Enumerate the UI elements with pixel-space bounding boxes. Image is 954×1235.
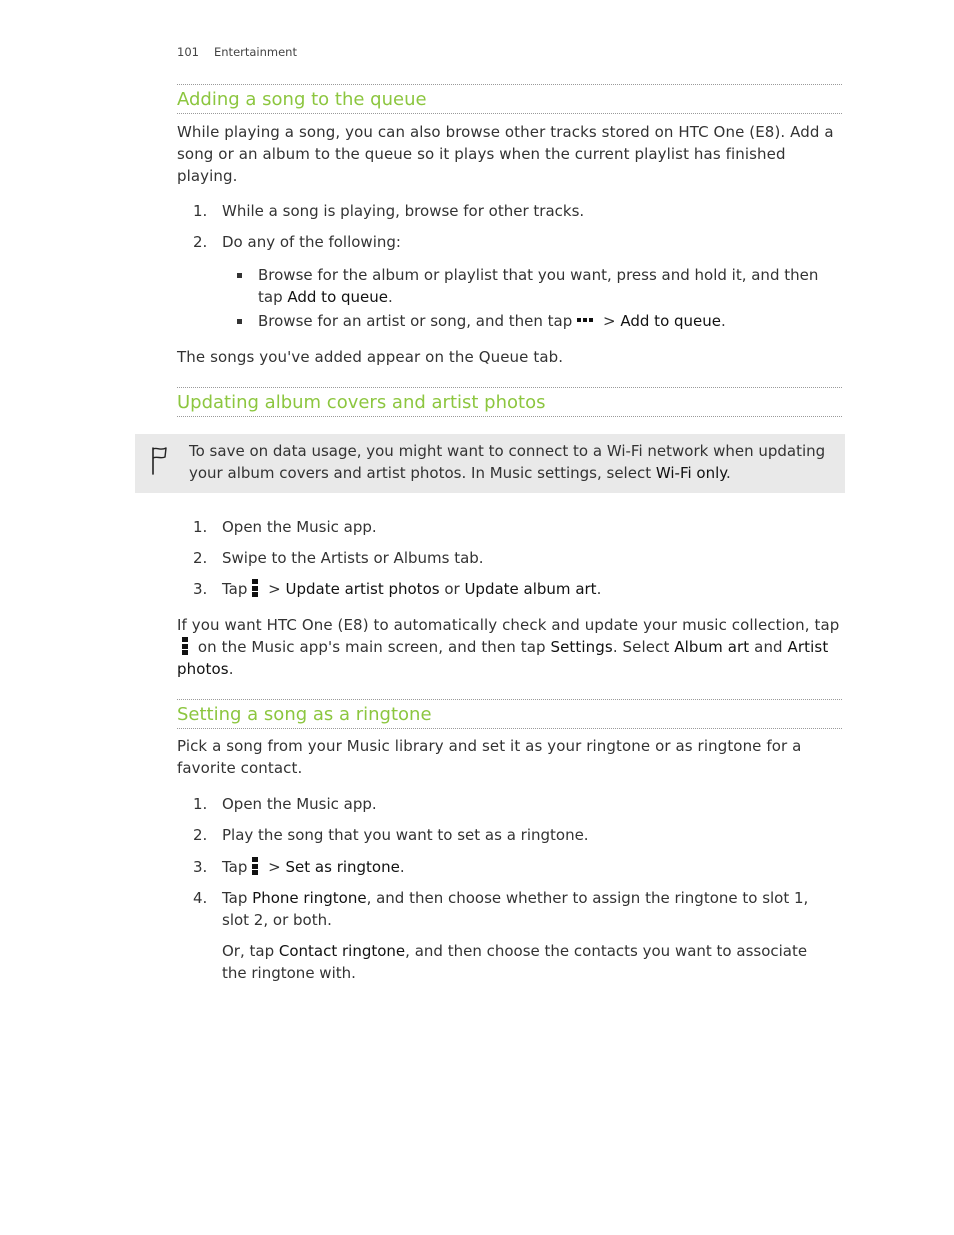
covers-outro [177, 614, 842, 680]
step-number: 3. [193, 580, 208, 598]
step-text-end: , and then choose whether to assign the ringtone to slot 1, slot 2, or both. [222, 889, 809, 929]
step-text: Open the Music app. [222, 795, 377, 813]
outro-text: If you want HTC One (E8) to automatically check and update your music collection, tap [177, 616, 840, 634]
note-box [135, 434, 845, 493]
separator: > [263, 858, 286, 876]
ringtone-intro: Pick a song from your Music library and set it as your ringtone or as ringtone for a favorite contact. [177, 737, 802, 777]
more-horizontal-icon [575, 317, 595, 323]
step-text-end: . [596, 580, 602, 598]
note-body: To save on data usage, you might want to connect to a Wi-Fi network when updating your album covers and artist photos. In Music settings, select [189, 442, 826, 482]
bullet-marker [237, 319, 242, 324]
step-number: 1. [193, 795, 208, 813]
step-text-end: . [399, 858, 405, 876]
separator: > [598, 312, 621, 330]
wifi-only-label: Wi-Fi only [655, 464, 727, 482]
settings-label: Settings [550, 638, 613, 656]
note-text [189, 440, 829, 484]
album-art-label: Album art [674, 638, 750, 656]
page-header [177, 45, 297, 59]
outro-text: . Select [612, 638, 675, 656]
page-number: 101 [177, 45, 199, 59]
update-artist-photos-label: Update artist photos [285, 580, 440, 598]
chapter-name: Entertainment [214, 45, 297, 59]
add-to-queue-label: Add to queue [287, 288, 389, 306]
step-number: 2. [193, 826, 208, 844]
more-vertical-icon [252, 579, 258, 597]
step-text: Play the song that you want to set as a ringtone. [222, 826, 589, 844]
bullet-text: Browse for an artist or song, and then tap [258, 312, 573, 330]
bullet-text-end: . [721, 312, 726, 330]
step-text-or: or [439, 580, 465, 598]
flag-icon [149, 446, 169, 476]
step-text: Do any of the following: [222, 233, 401, 251]
bullet-text-end: . [388, 288, 393, 306]
phone-ringtone-label: Phone ringtone [252, 889, 367, 907]
section-title-album-covers: Updating album covers and artist photos [177, 387, 842, 417]
queue-outro: The songs you've added appear on the Queue tab. [177, 348, 564, 366]
outro-text: on the Music app's main screen, and then tap [193, 638, 551, 656]
set-as-ringtone-label: Set as ringtone [285, 858, 400, 876]
step-text-end: , and then choose the contacts you want to associate the ringtone with. [222, 942, 808, 982]
section-title-queue: Adding a song to the queue [177, 84, 842, 114]
step-text: Swipe to the Artists or Albums tab. [222, 549, 484, 567]
step-text: Or, tap [222, 942, 279, 960]
ringtone-step-4 [193, 887, 833, 931]
more-vertical-icon [252, 857, 258, 875]
bullet-marker [237, 273, 242, 278]
step-text: Open the Music app. [222, 518, 377, 536]
outro-text: . [228, 660, 234, 678]
update-album-art-label: Update album art [464, 580, 597, 598]
step-text: Tap [222, 889, 253, 907]
step-number: 1. [193, 518, 208, 536]
note-end: . [726, 464, 731, 482]
outro-text: and [749, 638, 788, 656]
step-number: 3. [193, 858, 208, 876]
step-number: 2. [193, 549, 208, 567]
step-number: 4. [193, 889, 208, 907]
step-number: 1. [193, 202, 208, 220]
step-text: Tap [222, 580, 248, 598]
artist-photos-label: Artist photos [177, 638, 829, 678]
queue-intro: While playing a song, you can also browse other tracks stored on HTC One (E8). Add a song or an album to the queue so it plays when the current playlist has finished playing. [177, 123, 834, 185]
contact-ringtone-label: Contact ringtone [278, 942, 406, 960]
bullet-text: Browse for the album or playlist that you want, press and hold it, and then tap [258, 266, 819, 306]
step-text: While a song is playing, browse for other tracks. [222, 202, 585, 220]
step-number: 2. [193, 233, 208, 251]
add-to-queue-label: Add to queue [620, 312, 722, 330]
more-vertical-icon [182, 637, 188, 655]
separator: > [263, 580, 286, 598]
step-text: Tap [222, 858, 248, 876]
section-title-ringtone: Setting a song as a ringtone [177, 699, 842, 729]
